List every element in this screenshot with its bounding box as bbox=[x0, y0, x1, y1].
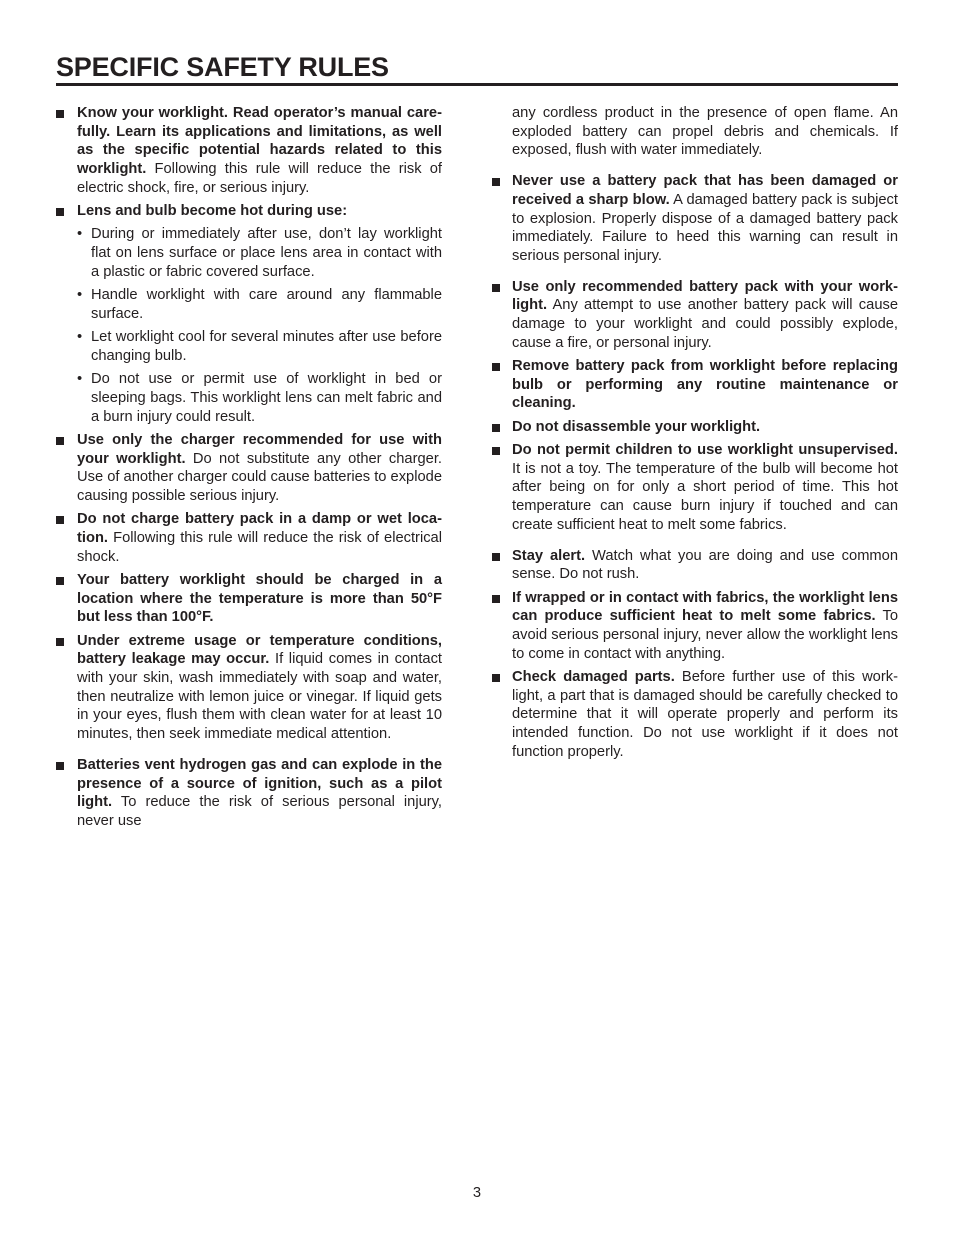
title-rule bbox=[56, 83, 898, 86]
square-bullet-icon bbox=[492, 284, 500, 292]
right-column bbox=[492, 104, 898, 766]
square-bullet-icon bbox=[56, 762, 64, 770]
square-bullet-icon bbox=[492, 553, 500, 561]
rule-item bbox=[56, 431, 442, 506]
rule-bold-text: Stay alert. bbox=[512, 547, 586, 564]
dot-bullet-icon: • bbox=[77, 287, 83, 304]
square-bullet-icon bbox=[56, 208, 64, 216]
sub-rule-text: Let worklight cool for several minutes after use before changing bulb. bbox=[91, 329, 442, 364]
sub-rule-item bbox=[77, 225, 442, 281]
rule-item bbox=[492, 547, 898, 584]
rule-item bbox=[492, 668, 898, 762]
rule-item bbox=[56, 104, 442, 198]
rule-bold-text: Remove battery pack from worklight before replacing bulb or performing any routine maintenance or cleaning. bbox=[512, 358, 898, 412]
square-bullet-icon bbox=[56, 437, 64, 445]
rule-text: Following this rule will reduce the risk of electric shock, fire, or serious injury. bbox=[77, 161, 442, 196]
sub-rule-item bbox=[77, 286, 442, 323]
rule-text: A damaged battery pack is subject to explosion. Properly dispose of a damaged battery pack immediately. Failure to heed this warning can result in serious personal injury. bbox=[512, 191, 898, 264]
square-bullet-icon bbox=[56, 577, 64, 585]
sub-rule-item bbox=[77, 328, 442, 365]
sub-rule-text: Do not use or permit use of worklight in bed or sleeping bags. This worklight lens can melt fabric and a burn injury could result. bbox=[91, 371, 442, 425]
sub-rule-text: During or immediately after use, don’t lay worklight flat on lens surface or place lens area in contact with a plastic or fabric covered surface. bbox=[91, 226, 442, 280]
square-bullet-icon bbox=[56, 516, 64, 524]
page-number: 3 bbox=[472, 1185, 482, 1201]
rule-bold-text: Check damaged parts. bbox=[512, 668, 675, 685]
sub-rule-text: Handle worklight with care around any flammable surface. bbox=[91, 287, 442, 322]
rule-bold-text: If wrapped or in contact with fabrics, the worklight lens can produce sufficient heat to melt some fabrics. bbox=[512, 589, 898, 625]
rule-bold-text: Do not charge battery pack in a damp or wet location. bbox=[77, 511, 442, 546]
rule-text: Any attempt to use another battery pack will cause damage to your worklight and could possibly explode, cause a fire, or personal injury. bbox=[512, 297, 898, 351]
rule-continuation-text: any cordless product in the presence of open flame. An exploded battery can propel debris and chemicals. If exposed, flush with water immediately. bbox=[512, 105, 898, 159]
rule-bold-text: Use only recommended battery pack with your worklight. bbox=[512, 278, 898, 314]
rule-text: Do not substitute any other charger. Use of another charger could cause batteries to explode causing possible serious injury. bbox=[77, 450, 442, 504]
rule-item bbox=[56, 202, 442, 221]
dot-bullet-icon: • bbox=[77, 371, 83, 388]
square-bullet-icon bbox=[492, 363, 500, 371]
rule-text: Following this rule will reduce the risk of electrical shock. bbox=[77, 529, 442, 565]
rule-item bbox=[492, 441, 898, 535]
square-bullet-icon bbox=[56, 110, 64, 118]
rule-item bbox=[492, 172, 898, 266]
sub-rule-item bbox=[77, 370, 442, 426]
dot-bullet-icon: • bbox=[77, 329, 83, 346]
rule-item bbox=[492, 418, 898, 437]
rule-bold-text: Use only the charger recommended for use with your worklight. bbox=[77, 431, 442, 467]
rule-bold-text: Never use a battery pack that has been damaged or received a sharp blow. bbox=[512, 173, 898, 208]
rule-item bbox=[492, 357, 898, 413]
rule-bold-text: Under extreme usage or temperature conditions, battery leakage may occur. bbox=[77, 632, 442, 668]
rule-item bbox=[492, 278, 898, 353]
square-bullet-icon bbox=[492, 447, 500, 455]
rule-bold-text: Your battery worklight should be charged in a location where the temperature is more than 50°F but less than 100°F. bbox=[77, 571, 442, 626]
square-bullet-icon bbox=[492, 595, 500, 603]
rule-bold-text: Lens and bulb become hot during use: bbox=[77, 203, 348, 220]
rule-text: To reduce the risk of serious personal injury, never use bbox=[77, 794, 442, 829]
rule-bold-text: Do not permit children to use worklight unsupervised. bbox=[512, 442, 898, 459]
rule-text: Before further use of this worklight, a part that is damaged should be carefully checked to determine that it will operate properly and perform its intended function. Do not use worklight if it does not function properly. bbox=[512, 668, 898, 760]
rule-text: It is not a toy. The temperature of the bulb will become hot after being on for only a short period of time. This hot temperature can cause burn injury if touched and can create sufficient heat to melt some fabrics. bbox=[512, 460, 898, 533]
rule-item bbox=[56, 510, 442, 566]
rule-text: Watch what you are doing and use common sense. Do not rush. bbox=[512, 547, 898, 583]
square-bullet-icon bbox=[56, 638, 64, 646]
rule-item bbox=[56, 756, 442, 831]
rule-bold-text: Know your worklight. Read operator’s manual carefully. Learn its applications and limitations, as well as the specific potential hazards related to this worklight. bbox=[77, 105, 442, 178]
rule-item bbox=[56, 571, 442, 627]
rule-item bbox=[492, 589, 898, 664]
square-bullet-icon bbox=[492, 178, 500, 186]
rule-bold-text: Do not disassemble your worklight. bbox=[512, 418, 761, 435]
dot-bullet-icon: • bbox=[77, 226, 83, 243]
rule-item bbox=[56, 632, 442, 744]
rule-text: If liquid comes in contact with your skin, wash immediately with soap and water, then neutralize with lemon juice or vinegar. If liquid gets in your eyes, flush them with clean water for at least 10 minutes, then seek immediate medical attention. bbox=[77, 651, 443, 743]
rule-text: To avoid serious personal injury, never allow the worklight lens to come in contact with anything. bbox=[512, 608, 898, 662]
square-bullet-icon bbox=[492, 424, 500, 432]
square-bullet-icon bbox=[492, 674, 500, 682]
left-column bbox=[56, 104, 442, 835]
page-title: SPECIFIC SAFETY RULES bbox=[56, 52, 389, 82]
rule-bold-text: Batteries vent hydrogen gas and can explode in the presence of a source of ignition, such as a pilot light. bbox=[77, 756, 442, 811]
